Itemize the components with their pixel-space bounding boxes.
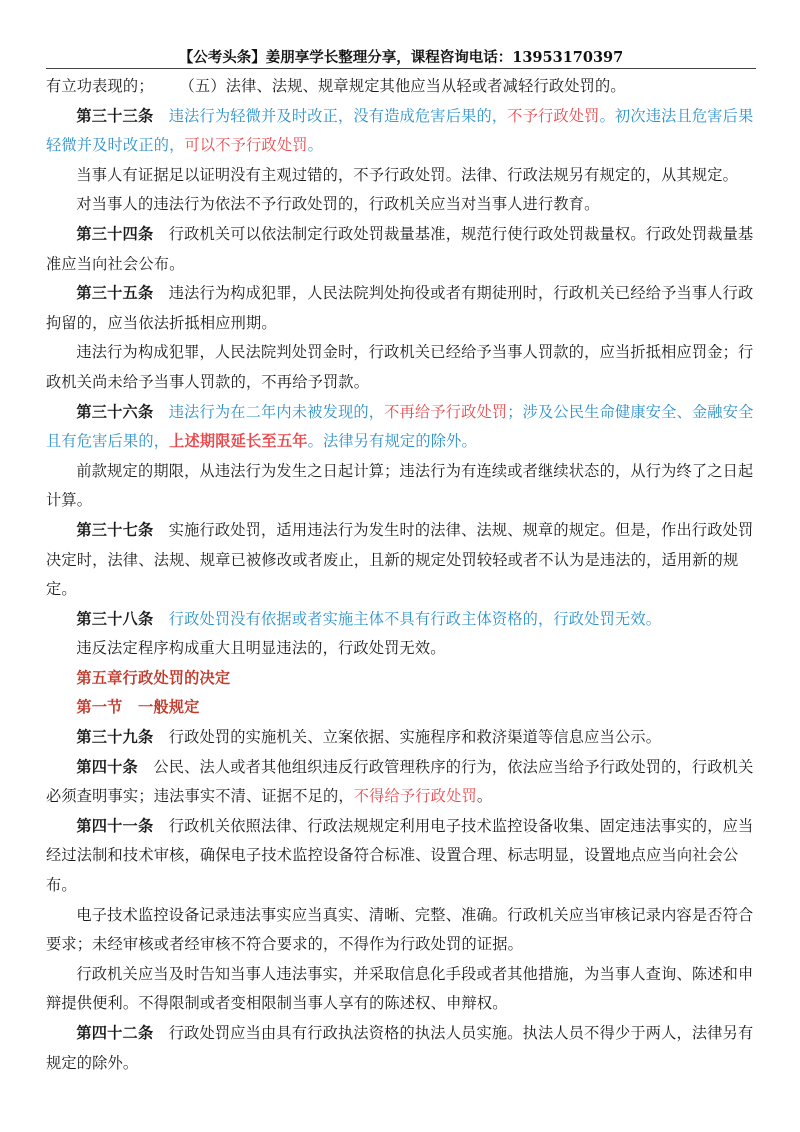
article-number: 第四十条 — [76, 757, 138, 776]
article-number: 第三十九条 — [76, 728, 154, 747]
article-number: 第三十三条 — [76, 106, 154, 125]
article-42: 第四十二条 行政处罚应当由具有行政执法资格的执法人员实施。执法人员不得少于两人，法律另有规定的除外。 — [46, 1024, 754, 1072]
article-35: 第三十五条 违法行为构成犯罪，人民法院判处拘役或者有期徒刑时，行政机关已经给予当事人行政拘留的，应当依法折抵相应刑期。 — [46, 284, 754, 332]
article-number: 第三十五条 — [76, 284, 154, 303]
article-41-para-2: 电子技术监控设备记录违法事实应当真实、清晰、完整、准确。行政机关应当审核记录内容是否符合要求；未经审核或者经审核不符合要求的，不得作为行政处罚的证据。 — [46, 905, 754, 954]
paragraph-continuation: 有立功表现的； （五）法律、法规、规章规定其他应当从轻或者减轻行政处罚的。 — [46, 77, 626, 95]
article-38: 第三十八条 行政处罚没有依据或者实施主体不具有行政主体资格的，行政处罚无效。 — [76, 609, 662, 628]
article-number: 第四十一条 — [76, 816, 154, 835]
article-number: 第三十四条 — [76, 224, 154, 243]
article-35-para-2: 违法行为构成犯罪，人民法院判处罚金时，行政机关已经给予当事人罚款的，应当折抵相应罚金；行政机关尚未给予当事人罚款的，不再给予罚款。 — [46, 343, 754, 391]
article-38-para-2: 违反法定程序构成重大且明显违法的，行政处罚无效。 — [76, 639, 446, 658]
article-34: 第三十四条 行政机关可以依法制定行政处罚裁量基准，规范行使行政处罚裁量权。行政处罚裁量基准应当向社会公布。 — [46, 224, 754, 273]
chapter-title: 第五章行政处罚的决定 — [76, 668, 231, 687]
article-36-para-2: 前款规定的期限，从违法行为发生之日起计算；违法行为有连续或者继续状态的，从行为终了之日起计算。 — [46, 461, 754, 510]
document-body — [46, 72, 756, 1078]
article-41: 第四十一条 行政机关依照法律、行政法规规定利用电子技术监控设备收集、固定违法事实的，应当经过法制和技术审核，确保电子技术监控设备符合标准、设置合理、标志明显，设置地点应当向社会公布。 — [46, 816, 754, 895]
article-33-para-2: 当事人有证据足以证明没有主观过错的，不予行政处罚。法律、行政法规另有规定的，从其规定。 — [76, 165, 739, 184]
article-number: 第三十六条 — [76, 402, 154, 421]
article-number: 第三十七条 — [76, 520, 154, 539]
article-33: 第三十三条 违法行为轻微并及时改正，没有造成危害后果的，不予行政处罚。初次违法且危害后果轻微并及时改正的，可以不予行政处罚。 — [46, 106, 754, 155]
page-header: 【公考头条】姜朋享学长整理分享，课程咨询电话：13953170397 — [178, 49, 624, 66]
header-divider — [46, 68, 756, 69]
article-number: 第三十八条 — [76, 609, 154, 628]
article-33-para-3: 对当事人的违法行为依法不予行政处罚的，行政机关应当对当事人进行教育。 — [76, 195, 600, 214]
article-37: 第三十七条 实施行政处罚，适用违法行为发生时的法律、法规、规章的规定。但是，作出行政处罚决定时，法律、法规、规章已被修改或者废止，且新的规定处罚较轻或者不认为是违法的，适用新的规定。 — [46, 520, 754, 599]
article-number: 第四十二条 — [76, 1024, 154, 1042]
article-41-para-3: 行政机关应当及时告知当事人违法事实，并采取信息化手段或者其他措施，为当事人查询、陈述和申辩提供便利。不得限制或者变相限制当事人享有的陈述权、申辩权。 — [46, 964, 754, 1013]
article-39: 第三十九条 行政处罚的实施机关、立案依据、实施程序和救济渠道等信息应当公示。 — [76, 728, 662, 747]
article-36: 第三十六条 违法行为在二年内未被发现的，不再给予行政处罚；涉及公民生命健康安全、金融安全且有危害后果的，上述期限延长至五年。法律另有规定的除外。 — [46, 402, 754, 451]
section-title: 第一节 一般规定 — [76, 698, 200, 717]
article-40: 第四十条 公民、法人或者其他组织违反行政管理秩序的行为，依法应当给予行政处罚的，行政机关必须查明事实；违法事实不清、证据不足的，不得给予行政处罚。 — [46, 757, 754, 806]
